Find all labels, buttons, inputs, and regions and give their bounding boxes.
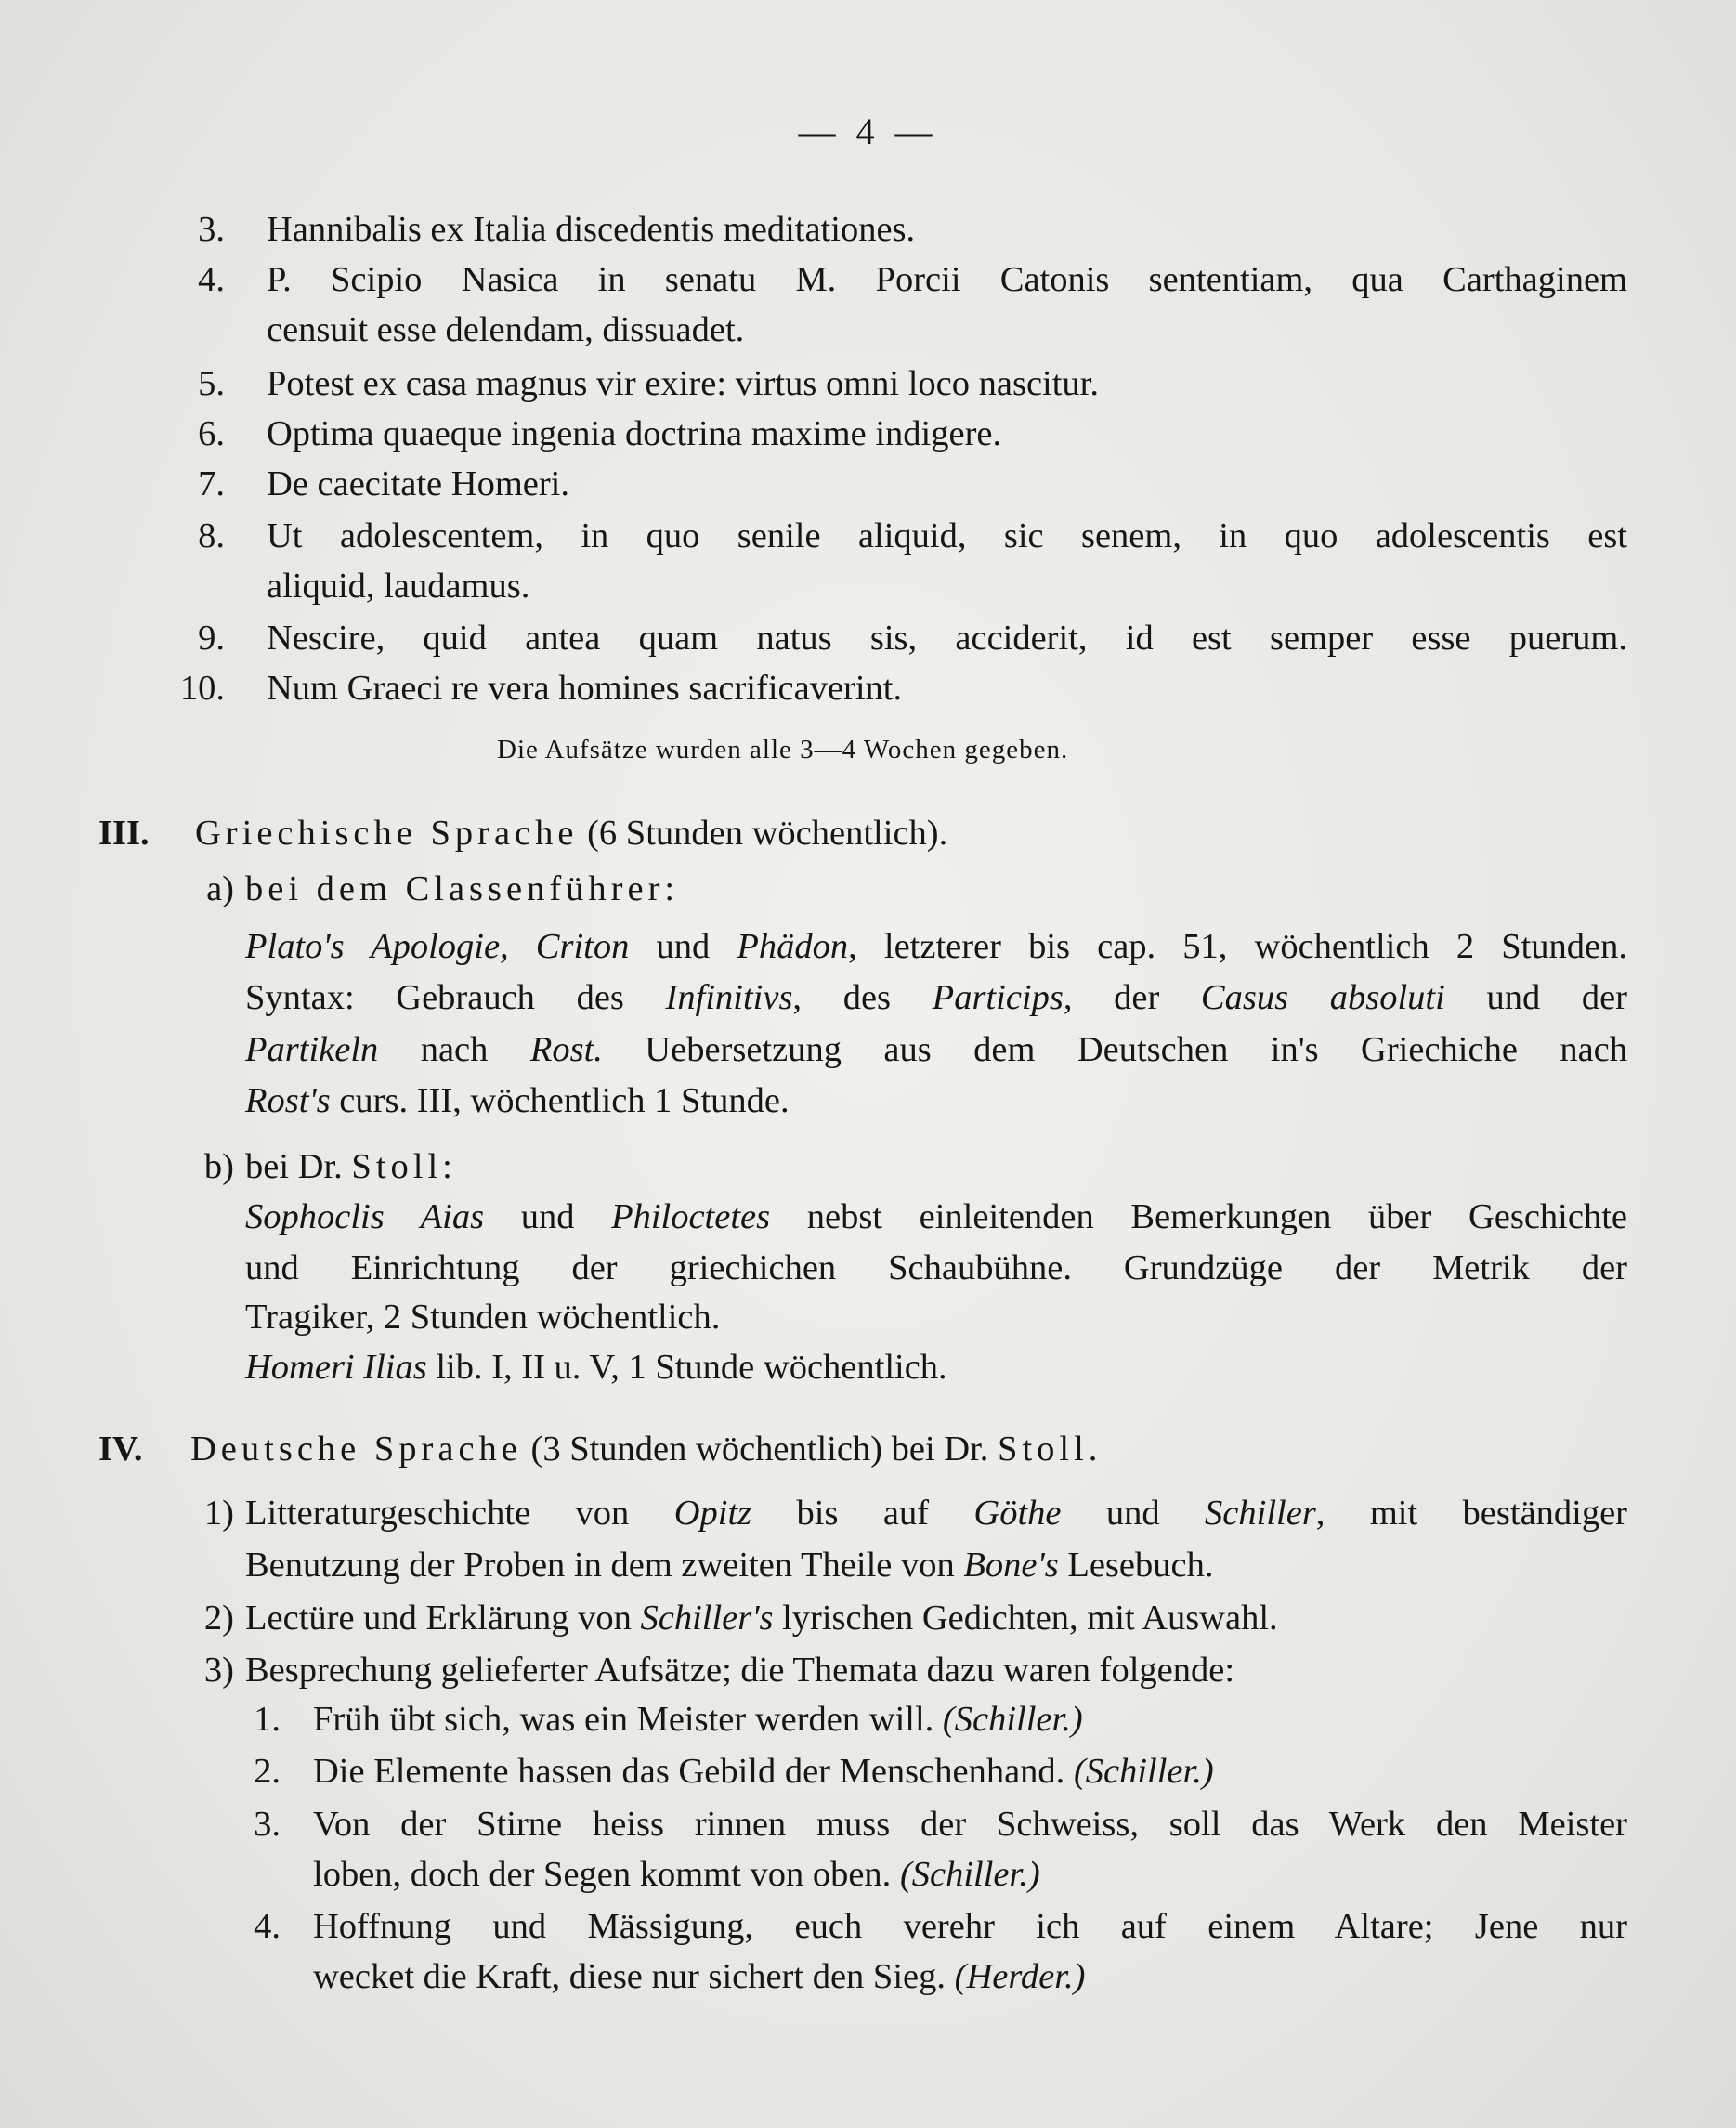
section-roman-numeral: III. <box>98 814 150 853</box>
list-item-number: 1) <box>203 1494 234 1533</box>
list-item-number: 3. <box>198 210 225 249</box>
section-roman-numeral: IV. <box>98 1430 143 1469</box>
list-item-text: P. Scipio Nasica in senatu M. Porcii Catonis sententiam, qua Carthaginem <box>267 260 1627 299</box>
list-item-text: Litteraturgeschichte von Opitz bis auf Göthe und Schiller, mit beständiger <box>245 1494 1628 1533</box>
list-item-text: Lectüre und Erklärung von Schiller's lyrischen Gedichten, mit Auswahl. <box>245 1599 1278 1638</box>
list-item-text: Num Graeci re vera homines sacrificaverint. <box>267 669 903 708</box>
subsection-heading: bei Dr. Stoll: <box>245 1147 457 1186</box>
list-item-text: Ut adolescentem, in quo senile aliquid, sic senem, in quo adolescentis est <box>267 516 1627 555</box>
text-line: Sophoclis Aias und Philoctetes nebst einleitenden Bemerkungen über Geschichte <box>245 1197 1627 1236</box>
list-item-number: 5. <box>198 364 225 403</box>
list-item-number: 2) <box>203 1599 234 1638</box>
theme-text: Früh übt sich, was ein Meister werden will. (Schiller.) <box>313 1700 1083 1739</box>
subsection-label: b) <box>203 1147 234 1186</box>
theme-number: 1. <box>254 1700 281 1739</box>
list-item-number: 6. <box>198 414 225 453</box>
list-item-number: 7. <box>198 464 225 503</box>
list-item-text: Hannibalis ex Italia discedentis meditationes. <box>267 210 916 249</box>
latin-essay-note: Die Aufsätze wurden alle 3—4 Wochen gegeben. <box>497 735 1069 764</box>
section-heading-german: Deutsche Sprache (3 Stunden wöchentlich) bei Dr. Stoll. <box>190 1430 1103 1469</box>
text-line: Syntax: Gebrauch des Infinitivs, des Particips, der Casus absoluti und der <box>245 978 1627 1017</box>
list-item-text: Nescire, quid antea quam natus sis, acciderit, id est semper esse puerum. <box>267 619 1627 658</box>
theme-number: 3. <box>254 1805 281 1844</box>
theme-text: Hoffnung und Mässigung, euch verehr ich auf einem Altare; Jene nur <box>313 1907 1627 1946</box>
list-item-number: 3) <box>203 1651 234 1690</box>
list-item-number: 8. <box>198 516 225 555</box>
list-item-number: 10. <box>179 669 225 708</box>
list-item-text-continued: aliquid, laudamus. <box>267 567 530 606</box>
theme-number: 4. <box>254 1907 281 1946</box>
text-line: Partikeln nach Rost. Uebersetzung aus dem Deutschen in's Griechiche nach <box>245 1030 1628 1069</box>
text-line: Tragiker, 2 Stunden wöchentlich. <box>245 1298 721 1337</box>
subsection-label: a) <box>206 869 234 908</box>
text-line: Homeri Ilias lib. I, II u. V, 1 Stunde wöchentlich. <box>245 1348 947 1387</box>
theme-text-continued: loben, doch der Segen kommt von oben. (Schiller.) <box>313 1855 1040 1894</box>
list-item-text: De caecitate Homeri. <box>267 464 569 503</box>
list-item-text-continued: Benutzung der Proben in dem zweiten Theile von Bone's Lesebuch. <box>245 1546 1214 1585</box>
list-item-text-continued: censuit esse delendam, dissuadet. <box>267 310 745 349</box>
text-line: und Einrichtung der griechichen Schaubühne. Grundzüge der Metrik der <box>245 1248 1627 1287</box>
subsection-heading: bei dem Classenführer: <box>245 869 680 908</box>
list-item-number: 9. <box>198 619 225 658</box>
section-heading-greek: Griechische Sprache (6 Stunden wöchentlich). <box>195 814 948 853</box>
theme-text: Die Elemente hassen das Gebild der Menschenhand. (Schiller.) <box>313 1752 1214 1791</box>
theme-text: Von der Stirne heiss rinnen muss der Schweiss, soll das Werk den Meister <box>313 1805 1627 1844</box>
text-line: Plato's Apologie, Criton und Phädon, letzterer bis cap. 51, wöchentlich 2 Stunden. <box>245 927 1628 966</box>
text-line: Rost's curs. III, wöchentlich 1 Stunde. <box>245 1081 790 1120</box>
list-item-text: Besprechung gelieferter Aufsätze; die Themata dazu waren folgende: <box>245 1651 1235 1690</box>
page-number: — 4 — <box>798 111 938 152</box>
list-item-text: Optima quaeque ingenia doctrina maxime indigere. <box>267 414 1002 453</box>
theme-text-continued: wecket die Kraft, diese nur sichert den Sieg. (Herder.) <box>313 1957 1086 1996</box>
list-item-text: Potest ex casa magnus vir exire: virtus omni loco nascitur. <box>267 364 1100 403</box>
theme-number: 2. <box>254 1752 281 1791</box>
list-item-number: 4. <box>198 260 225 299</box>
